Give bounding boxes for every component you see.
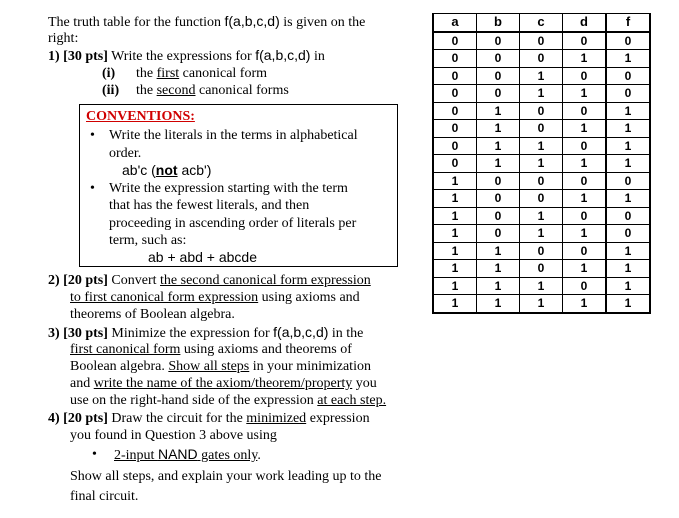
table-cell-a: 0: [433, 155, 477, 173]
table-cell-b: 0: [477, 172, 520, 190]
table-cell-a: 1: [433, 242, 477, 260]
function-name: f(a,b,c,d): [273, 324, 329, 340]
table-cell-d: 0: [563, 137, 607, 155]
column-header-c: c: [520, 14, 563, 32]
convention-1-line-1: Write the literals in the terms in alphabetical: [109, 128, 358, 143]
table-cell-c: 1: [520, 85, 563, 103]
table-cell-d: 1: [563, 120, 607, 138]
convention-example-1: [122, 162, 211, 179]
table-cell-f: 1: [606, 50, 650, 68]
table-cell-b: 0: [477, 32, 520, 50]
column-header-d: d: [563, 14, 607, 32]
question-2-line-3: theorems of Boolean algebra.: [70, 307, 235, 322]
table-cell-f: 0: [606, 32, 650, 50]
question-text: Convert: [107, 273, 161, 288]
item-text-underlined: first: [156, 66, 180, 81]
question-number: 2): [48, 273, 60, 288]
table-cell-b: 0: [477, 190, 520, 208]
question-3-line-3: [70, 358, 371, 375]
question-number: 1): [48, 49, 60, 64]
question-number: 3): [48, 326, 60, 341]
table-cell-b: 1: [477, 102, 520, 120]
table-cell-c: 0: [520, 102, 563, 120]
question-points: [20 pts]: [63, 411, 108, 426]
intro-text: is given on the: [279, 15, 366, 30]
table-cell-d: 1: [563, 50, 607, 68]
question-text: using axioms and theorems of: [180, 342, 352, 357]
convention-2-line-3: proceeding in ascending order of literals per: [109, 216, 357, 231]
question-points: [20 pts]: [63, 273, 108, 288]
table-cell-d: 0: [563, 277, 607, 295]
question-number: 4): [48, 411, 60, 426]
item-label: (ii): [102, 83, 120, 98]
question-text: you: [352, 376, 377, 391]
table-cell-d: 0: [563, 32, 607, 50]
table-row: [433, 277, 650, 295]
item-text-underlined: second: [156, 83, 196, 98]
table-cell-a: 1: [433, 225, 477, 243]
question-text: and: [70, 376, 94, 391]
table-cell-a: 0: [433, 102, 477, 120]
table-cell-b: 1: [477, 260, 520, 278]
table-cell-b: 1: [477, 295, 520, 313]
item-text: the: [136, 83, 157, 98]
question-points: [30 pts]: [63, 326, 108, 341]
table-cell-f: 1: [606, 102, 650, 120]
item-label: (i): [102, 66, 116, 81]
table-cell-d: 1: [563, 155, 607, 173]
table-cell-b: 1: [477, 155, 520, 173]
truth-table-header-row: [433, 14, 650, 32]
table-cell-c: 1: [520, 155, 563, 173]
column-header-f: f: [606, 14, 650, 32]
table-cell-d: 1: [563, 260, 607, 278]
bullet-text: .: [257, 448, 261, 463]
table-cell-c: 0: [520, 172, 563, 190]
question-text-underlined: Show all steps: [168, 359, 250, 374]
item-text: the: [136, 66, 157, 81]
question-text: use on the right-hand side of the expression: [70, 393, 318, 408]
table-row: [433, 207, 650, 225]
table-cell-b: 0: [477, 67, 520, 85]
question-3-line-4: [70, 375, 377, 392]
table-cell-a: 0: [433, 85, 477, 103]
table-row: [433, 295, 650, 313]
table-cell-f: 1: [606, 190, 650, 208]
q1-item-i: [102, 65, 267, 82]
table-cell-f: 0: [606, 207, 650, 225]
convention-2-line-2: that has the fewest literals, and then: [109, 198, 310, 213]
table-cell-d: 1: [563, 225, 607, 243]
convention-2-line-4: term, such as:: [109, 233, 187, 248]
table-cell-d: 0: [563, 172, 607, 190]
table-row: [433, 85, 650, 103]
table-cell-a: 0: [433, 120, 477, 138]
table-cell-a: 0: [433, 67, 477, 85]
column-header-a: a: [433, 14, 477, 32]
question-text: Draw the circuit for the: [107, 411, 247, 426]
table-cell-f: 1: [606, 277, 650, 295]
question-text-underlined: at each step.: [317, 393, 387, 408]
bullet-dot: •: [90, 128, 95, 143]
table-row: [433, 102, 650, 120]
table-cell-f: 0: [606, 172, 650, 190]
question-2-line-2: [70, 289, 360, 306]
table-cell-c: 1: [520, 67, 563, 85]
table-cell-c: 0: [520, 32, 563, 50]
question-4: [48, 410, 370, 427]
intro-line-2: right:: [48, 31, 79, 46]
q1-item-ii: [102, 82, 289, 99]
table-cell-c: 1: [520, 225, 563, 243]
table-cell-b: 0: [477, 85, 520, 103]
item-text: canonical form: [179, 66, 268, 81]
table-cell-a: 1: [433, 260, 477, 278]
table-cell-c: 0: [520, 190, 563, 208]
intro-text: The truth table for the function: [48, 15, 225, 30]
question-text: in: [310, 49, 325, 64]
table-cell-b: 1: [477, 277, 520, 295]
table-cell-b: 0: [477, 225, 520, 243]
table-row: [433, 50, 650, 68]
table-cell-f: 1: [606, 260, 650, 278]
table-row: [433, 155, 650, 173]
table-cell-b: 1: [477, 242, 520, 260]
question-points: [30 pts]: [63, 49, 108, 64]
table-cell-d: 1: [563, 190, 607, 208]
table-cell-b: 0: [477, 207, 520, 225]
item-text: canonical forms: [195, 83, 289, 98]
column-header-b: b: [477, 14, 520, 32]
bullet-text-underlined: gates only: [197, 448, 258, 463]
question-text-underlined: minimized: [246, 411, 307, 426]
table-row: [433, 120, 650, 138]
truth-table: [432, 13, 651, 314]
table-cell-f: 0: [606, 225, 650, 243]
convention-1-line-2: order.: [109, 146, 142, 161]
function-name: f(a,b,c,d): [224, 13, 280, 29]
table-cell-a: 0: [433, 50, 477, 68]
question-1: [48, 47, 325, 65]
table-cell-d: 0: [563, 207, 607, 225]
convention-2-line-1: Write the expression starting with the term: [109, 181, 348, 196]
table-cell-c: 1: [520, 295, 563, 313]
table-cell-c: 1: [520, 137, 563, 155]
table-cell-c: 0: [520, 50, 563, 68]
table-cell-b: 1: [477, 137, 520, 155]
table-cell-f: 0: [606, 85, 650, 103]
question-3-line-5: [70, 392, 386, 409]
table-row: [433, 32, 650, 50]
table-cell-b: 0: [477, 50, 520, 68]
table-row: [433, 190, 650, 208]
question-4-line-4: final circuit.: [70, 489, 139, 504]
question-text: in the: [328, 326, 364, 341]
function-name: f(a,b,c,d): [255, 47, 311, 63]
table-cell-d: 1: [563, 85, 607, 103]
example-not: not: [155, 162, 178, 178]
example-text: acb'): [177, 162, 212, 178]
table-cell-a: 1: [433, 295, 477, 313]
question-text-underlined: the second canonical form expression: [160, 273, 371, 288]
table-cell-a: 1: [433, 172, 477, 190]
table-row: [433, 242, 650, 260]
question-3-line-2: [70, 341, 352, 358]
table-cell-d: 0: [563, 242, 607, 260]
example-text: ab'c (: [122, 162, 156, 178]
table-cell-f: 1: [606, 155, 650, 173]
question-4-line-2: you found in Question 3 above using: [70, 428, 277, 443]
table-cell-f: 1: [606, 120, 650, 138]
table-cell-c: 0: [520, 242, 563, 260]
question-text: Minimize the expression for: [107, 326, 274, 341]
question-text: expression: [306, 411, 370, 426]
table-cell-a: 0: [433, 32, 477, 50]
table-row: [433, 137, 650, 155]
intro-line-1: [48, 13, 365, 31]
convention-example-2: ab + abd + abcde: [148, 249, 257, 265]
table-cell-f: 1: [606, 295, 650, 313]
table-cell-d: 1: [563, 295, 607, 313]
conventions-title: CONVENTIONS:: [86, 109, 195, 124]
table-cell-f: 0: [606, 67, 650, 85]
question-text: Boolean algebra.: [70, 359, 169, 374]
table-cell-c: 0: [520, 260, 563, 278]
question-text-underlined: first canonical form: [70, 342, 181, 357]
table-cell-a: 0: [433, 137, 477, 155]
question-text-underlined: write the name of the axiom/theorem/property: [93, 376, 353, 391]
table-cell-a: 1: [433, 277, 477, 295]
table-cell-f: 1: [606, 137, 650, 155]
table-cell-c: 1: [520, 277, 563, 295]
bullet-dot: •: [92, 447, 97, 462]
question-3: [48, 324, 363, 342]
question-2: [48, 272, 371, 289]
bullet-dot: •: [90, 181, 95, 196]
table-cell-d: 0: [563, 102, 607, 120]
bullet-text-underlined: 2-input: [114, 448, 158, 463]
question-4-line-3: Show all steps, and explain your work leading up to the: [70, 469, 382, 484]
table-cell-f: 1: [606, 242, 650, 260]
q4-bullet: [114, 446, 261, 464]
question-text: Write the expressions for: [107, 49, 256, 64]
table-row: [433, 67, 650, 85]
table-cell-b: 1: [477, 120, 520, 138]
table-row: [433, 260, 650, 278]
table-cell-d: 0: [563, 67, 607, 85]
question-text: in your minimization: [249, 359, 371, 374]
table-cell-c: 1: [520, 207, 563, 225]
table-cell-a: 1: [433, 190, 477, 208]
bullet-nand: NAND: [157, 446, 198, 462]
table-row: [433, 225, 650, 243]
question-text-underlined: to first canonical form expression: [70, 290, 259, 305]
table-cell-c: 0: [520, 120, 563, 138]
table-row: [433, 172, 650, 190]
question-text: using axioms and: [258, 290, 360, 305]
table-cell-a: 1: [433, 207, 477, 225]
